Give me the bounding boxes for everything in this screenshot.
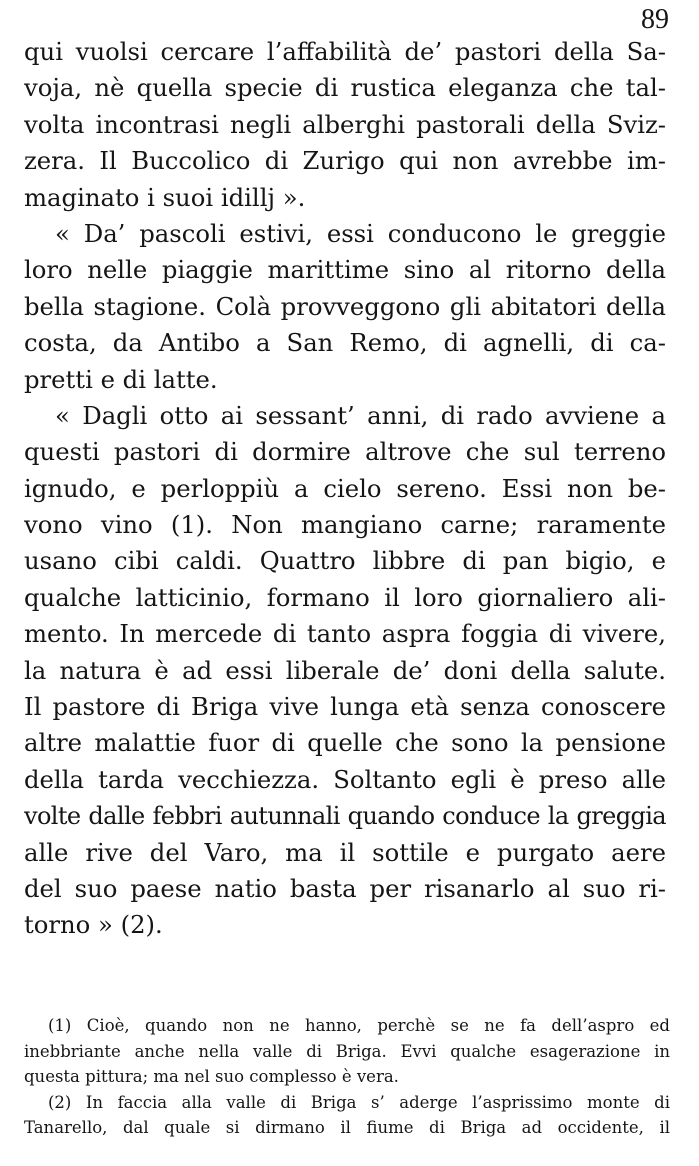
footnote-line: Tanarello, dal quale si dirmano il fiume di Briga ad occidente, il (24, 1118, 670, 1137)
text-line: maginato i suoi idillj ». (24, 182, 306, 212)
footnote-line: questa pittura; ma nel suo complesso è vera. (24, 1067, 399, 1086)
page-number: 89 (641, 4, 669, 35)
text-line: volte dalle febbri autunnali quando conduce la greggia (24, 802, 666, 831)
text-line: qualche latticinio, formano il loro giornaliero ali- (24, 582, 666, 612)
text-line: voja, nè quella specie di rustica eleganza che tal- (24, 73, 666, 103)
text-line: altre malattie fuor di quelle che sono la pensione (24, 728, 666, 758)
text-line: ignudo, e perloppiù a cielo sereno. Essi non be- (24, 473, 666, 503)
text-line: vono vino (1). Non mangiano carne; raramente (24, 510, 666, 540)
text-line: « Da’ pascoli estivi, essi conducono le greggie (55, 218, 666, 248)
text-line: zera. Il Buccolico di Zurigo qui non avrebbe im- (24, 146, 666, 176)
footnote-line: (2) In faccia alla valle di Briga s’ aderge l’asprissimo monte di (48, 1092, 670, 1112)
text-line: bella stagione. Colà provveggono gli abitatori della (24, 291, 666, 321)
text-line: Il pastore di Briga vive lunga età senza conoscere (24, 692, 666, 722)
text-line: usano cibi caldi. Quattro libbre di pan bigio, e (24, 546, 666, 576)
text-line: la natura è ad essi liberale de’ doni della salute. (24, 655, 666, 685)
footnote-line: (1) Cioè, quando non ne hanno, perchè se ne fa dell’aspro ed (48, 1016, 670, 1035)
footnote-line: inebbriante anche nella valle di Briga. Evvi qualche esagerazione in (24, 1041, 670, 1061)
text-line: alle rive del Varo, ma il sottile e purgato aere (24, 837, 666, 867)
text-line: volta incontrasi negli alberghi pastorali della Sviz- (24, 109, 666, 139)
footnotes (24, 1013, 670, 1141)
text-line: questi pastori di dormire altrove che sul terreno (24, 437, 666, 467)
text-line: loro nelle piaggie marittime sino al ritorno della (24, 255, 666, 285)
text-line: del suo paese natio basta per risanarlo al suo ri- (24, 873, 666, 903)
text-line: pretti e di latte. (24, 364, 218, 394)
body-text (24, 34, 666, 944)
text-line: della tarda vecchiezza. Soltanto egli è preso alle (24, 764, 666, 794)
text-line: mento. In mercede di tanto aspra foggia di vivere, (24, 619, 666, 649)
text-line: torno » (2). (24, 910, 163, 940)
text-line: « Dagli otto ai sessant’ anni, di rado avviene a (55, 400, 666, 430)
text-line: qui vuolsi cercare l’affabilità de’ pastori della Sa- (24, 37, 666, 66)
text-line: costa, da Antibo a San Remo, di agnelli, di ca- (24, 328, 666, 358)
